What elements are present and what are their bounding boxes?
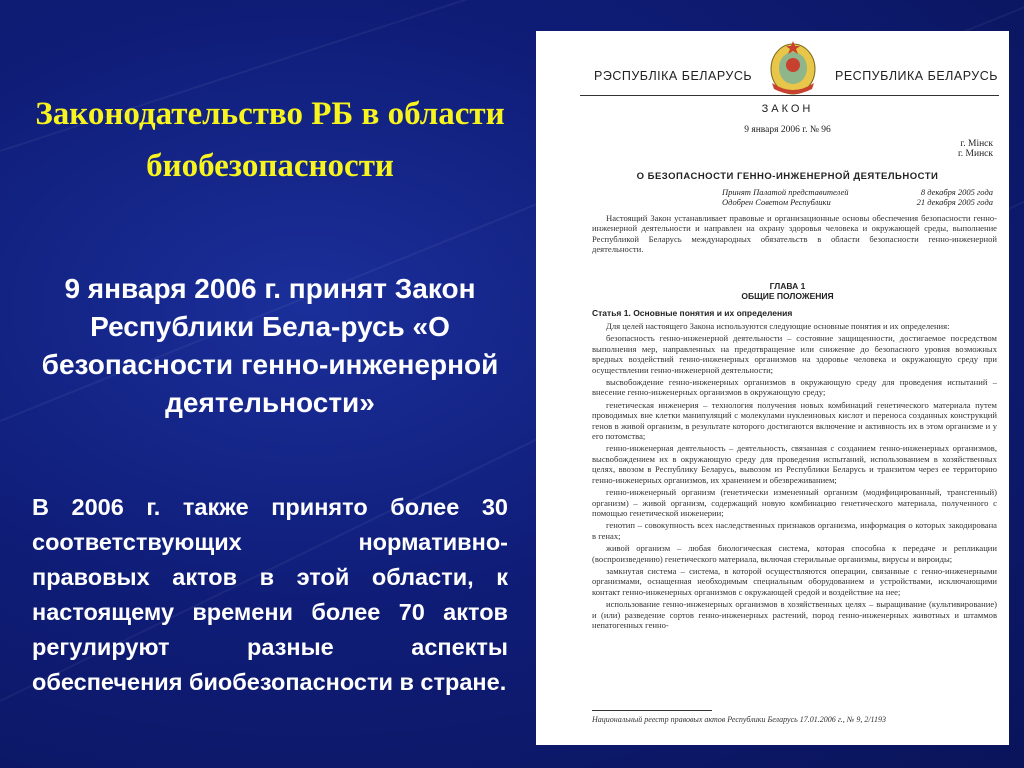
paragraph: безопасность генно-инженерной деятельности – состояние защищенности, достигаемое посредством выполнения мер, направленных на предотвращение или снижение до безопасного уровня возможных вредных воздействий генно-инженерных организмов на здоровье человека и окружающую среду при осуществлении генно-инженерной деятельности; bbox=[592, 333, 997, 375]
approved-label: Одобрен Советом Республики bbox=[722, 197, 831, 207]
adopted-date: 8 декабря 2005 года bbox=[920, 187, 993, 197]
adopted-label: Принят Палатой представителей bbox=[722, 187, 849, 197]
law-title: О БЕЗОПАСНОСТИ ГЕННО-ИНЖЕНЕРНОЙ ДЕЯТЕЛЬНОСТИ bbox=[636, 171, 939, 182]
paragraph: высвобождение генно-инженерных организмов в окружающую среду для проведения испытаний – внесение генно-инженерных организмов в окружающую среду; bbox=[592, 377, 997, 398]
paragraph: использование генно-инженерных организмов в хозяйственных целях – выращивание (культивирование) и (или) разведение сортов генно-инженерных растений, пород генно-инженерных животных и штаммов непатогенных генно- bbox=[592, 599, 997, 630]
doc-footer: Национальный реестр правовых актов Республики Беларусь 17.01.2006 г., № 9, 2/1193 bbox=[592, 715, 886, 724]
approved-date: 21 декабря 2005 года bbox=[916, 197, 993, 207]
footer-divider bbox=[592, 710, 712, 711]
slide-title: Законодательство РБ в области биобезопасности bbox=[35, 96, 505, 184]
state-emblem-icon bbox=[768, 39, 818, 97]
paragraph: живой организм – любая биологическая система, которая способна к передаче и репликации (воспроизведению) генетического материала, включая стерильные организмы, вирусы и вироиды; bbox=[592, 543, 997, 564]
paragraph: Для целей настоящего Закона используются следующие основные понятия и их определения: bbox=[606, 321, 950, 331]
law-announcement: 9 января 2006 г. принят Закон Республики Бела-русь «О безопасности генно-инженерной деятельности» bbox=[41, 273, 499, 418]
paragraph: замкнутая система – система, в которой осуществляются операции, связанные с генно-инженерными организмами, оснащенная необходимым специальным оборудованием и устройствами, исключающими контакт генно-инженерных организмов с окружающей средой и воздействие на нее; bbox=[592, 565, 997, 597]
details-paragraph: В 2006 г. также принято более 30 соответствующих нормативно-правовых актов в этой области, к настоящему времени более 70 актов регулируют разные аспекты обеспечения биобезопасности в стране. bbox=[32, 494, 508, 695]
chapter-number: ГЛАВА 1 bbox=[769, 281, 806, 291]
doc-date-number: 9 января 2006 г. № 96 bbox=[744, 125, 831, 135]
paragraph: генетическая инженерия – технология получения новых комбинаций генетического материала путем проводимых вне клетки манипуляций с молекулами нуклеиновых кислот и переноса созданных конструкций генов в живой организм, в результате которого достигаются включение и активность их в этом организме и у его потомства; bbox=[592, 399, 997, 442]
doc-type: ЗАКОН bbox=[761, 103, 814, 115]
preamble bbox=[592, 213, 997, 257]
paragraph: генно-инженерная деятельность – деятельность, связанная с созданием генно-инженерных организмов, высвобождением их в окружающую среду для проведения испытаний, использованием в хозяйственных целях, ввозом в Республику Беларусь, вывозом из Республики Беларусь и транзитом через ее территорию генно-инженерных организмов, их хранением и обезвреживанием; bbox=[592, 443, 997, 485]
city-ru: г. Минск bbox=[957, 149, 993, 159]
preamble-text: Настоящий Закон устанавливает правовые и организационные основы обеспечения безопасности генно-инженерной деятельности и направлен на охрану здоровья человека и окружающей среды, выполнение Республикой Беларусь международных обязательств в области безопасности генно-инженерной деятельности. bbox=[592, 213, 997, 255]
paragraph: генотип – совокупность всех наследственных признаков организма, информация о которых закодирована в генах; bbox=[592, 520, 997, 541]
header-divider bbox=[580, 95, 999, 96]
article-body bbox=[592, 321, 997, 707]
header-right: РЕСПУБЛИКА БЕЛАРУСЬ bbox=[835, 69, 998, 83]
article-heading: Статья 1. Основные понятия и их определения bbox=[592, 308, 793, 318]
chapter-title: ОБЩИЕ ПОЛОЖЕНИЯ bbox=[741, 291, 834, 301]
law-document-image bbox=[536, 31, 1009, 745]
city-by: г. Мінск bbox=[960, 139, 993, 149]
header-left: РЭСПУБЛІКА БЕЛАРУСЬ bbox=[594, 69, 753, 83]
paragraph: генно-инженерный организм (генетически измененный организм (модифицированный, трансгенный) организм) – живой организм, содержащий новую комбинацию генетического материала, полученного с помощью генетической инженерии; bbox=[592, 487, 997, 518]
